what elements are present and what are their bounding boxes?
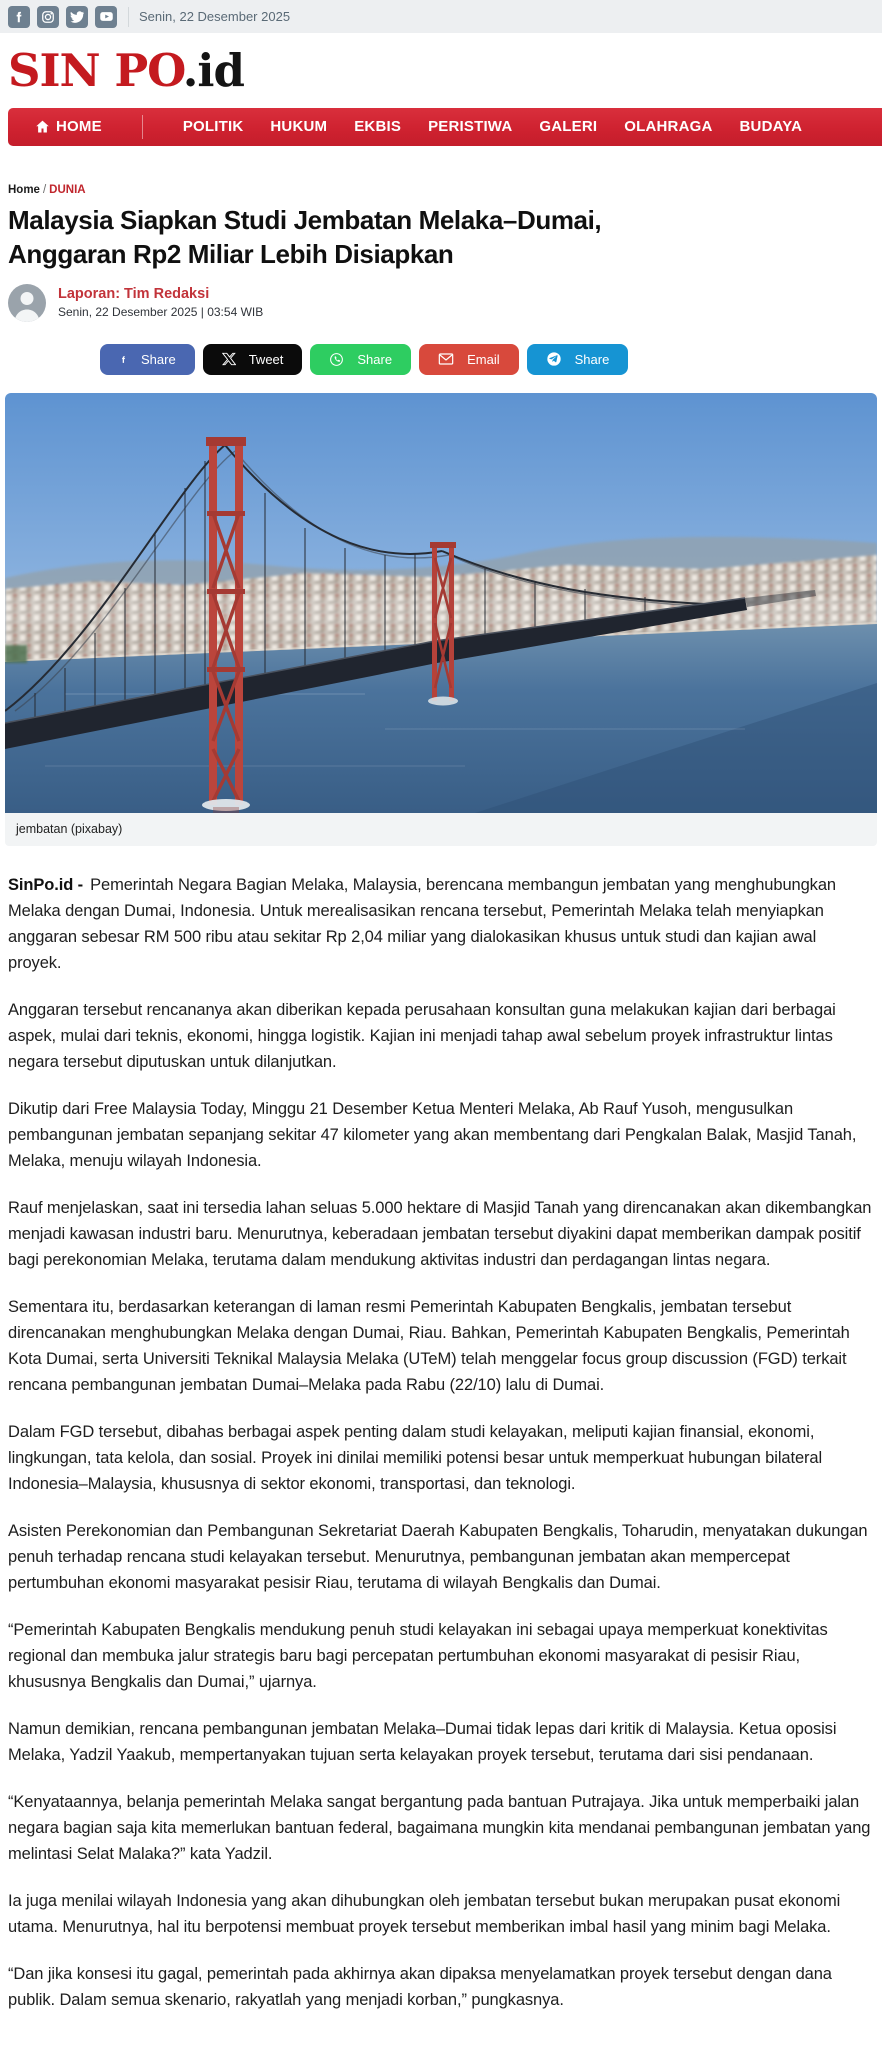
telegram-share-button[interactable] xyxy=(527,344,629,375)
facebook-icon xyxy=(119,352,128,367)
whatsapp-share-button[interactable] xyxy=(310,344,411,375)
nav-divider xyxy=(142,115,143,139)
article-paragraph: “Pemerintah Kabupaten Bengkalis mendukung penuh studi kelayakan ini sebagai upaya memperkuat konektivitas regional dan membuka jalur strategis baru bagi percepatan pertumbuhan ekonomi masyarakat di pesisir Riau, khususnya Bengkalis dan Dumai,” ujarnya. xyxy=(8,1620,828,1691)
share-button-label: Share xyxy=(574,351,610,367)
main-navigation xyxy=(8,108,882,146)
article-paragraph: Asisten Perekonomian dan Pembangunan Sekretariat Daerah Kabupaten Bengkalis, Toharudin, menyatakan dukungan penuh terhadap rencana studi kelayakan tersebut. Menurutnya, pembangunan jembatan akan mempercepat pertumbuhan ekonomi masyarakat pesisir Riau, terutama di wilayah Bengkalis dan Dumai. xyxy=(8,1521,868,1592)
top-utility-bar xyxy=(0,0,882,33)
telegram-icon xyxy=(546,351,562,367)
nav-item-budaya[interactable]: BUDAYA xyxy=(739,118,803,135)
share-button-label: Share xyxy=(141,351,176,367)
whatsapp-icon xyxy=(329,352,344,367)
article-paragraph: Namun demikian, rencana pembangunan jembatan Melaka–Dumai tidak lepas dari kritik di Malaysia. Ketua oposisi Melaka, Yadzil Yaakub, mempertanyakan tujuan serta kelayakan proyek tersebut, terutama dari sisi pendanaan. xyxy=(8,1719,837,1764)
publish-timestamp: Senin, 22 Desember 2025 | 03:54 WIB xyxy=(58,305,264,319)
article-hero-figure xyxy=(5,393,877,846)
nav-item-galeri[interactable]: GALERI xyxy=(539,118,598,135)
breadcrumb-separator: / xyxy=(42,183,47,196)
author-byline[interactable]: Laporan: Tim Redaksi xyxy=(58,286,210,302)
site-logo[interactable] xyxy=(8,46,244,96)
x-icon xyxy=(222,352,236,366)
site-logo-suffix: .id xyxy=(182,44,244,97)
facebook-icon[interactable] xyxy=(8,6,30,28)
topbar-date: Senin, 22 Desember 2025 xyxy=(139,9,291,24)
nav-item-olahraga[interactable]: OLAHRAGA xyxy=(624,118,713,135)
twitter-icon[interactable] xyxy=(66,6,88,28)
nav-item-ekbis[interactable]: EKBIS xyxy=(354,118,402,135)
breadcrumb xyxy=(8,184,874,196)
youtube-icon[interactable] xyxy=(95,6,117,28)
facebook-share-button[interactable] xyxy=(100,344,195,375)
email-icon xyxy=(438,352,454,366)
share-button-row xyxy=(100,344,874,375)
page-title: Malaysia Siapkan Studi Jembatan Melaka–Dumai, Anggaran Rp2 Miliar Lebih Disiapkan xyxy=(8,204,602,269)
nav-item-hukum[interactable]: HUKUM xyxy=(270,118,328,135)
article-body xyxy=(0,872,882,2048)
image-caption: jembatan (pixabay) xyxy=(5,813,877,846)
article-paragraph xyxy=(8,872,874,976)
article-paragraph: Rauf menjelaskan, saat ini tersedia lahan seluas 5.000 hektare di Masjid Tanah yang direncanakan akan dikembangkan menjadi kawasan industri baru. Menurutnya, keberadaan jembatan tersebut diyakini dapat memberikan dampak positif bagi perekonomian Melaka, terutama dalam mendukung aktivitas industri dan perdagangan lintas negara. xyxy=(8,1198,872,1269)
nav-item-peristiwa[interactable]: PERISTIWA xyxy=(428,118,513,135)
avatar xyxy=(8,284,46,322)
share-button-label: Share xyxy=(357,351,393,367)
author-block xyxy=(8,284,874,322)
article-paragraph: Anggaran tersebut rencananya akan diberikan kepada perusahaan konsultan guna melakukan kajian dari berbagai aspek, mulai dari teknis, ekonomi, hingga logistik. Kajian ini menjadi tahap awal sebelum proyek infrastruktur lintas negara tersebut diputuskan untuk dilanjutkan. xyxy=(8,1000,836,1071)
breadcrumb-section-link[interactable]: DUNIA xyxy=(49,183,86,196)
article-paragraph: “Kenyataannya, belanja pemerintah Melaka sangat bergantung pada bantuan Putrajaya. Jika untuk memperbaiki jalan negara bagian saja kita memerlukan bantuan federal, bagaimana mungkin kita mendanai pembangunan jembatan yang melintasi Selat Malaka?” kata Yadzil. xyxy=(8,1792,871,1863)
share-button-label: Email xyxy=(467,351,500,367)
article-paragraph: “Dan jika konsesi itu gagal, pemerintah pada akhirnya akan dipaksa menyelamatkan proyek tersebut dengan dana publik. Dalam semua skenario, rakyatlah yang menjadi korban,” pungkasnya. xyxy=(8,1964,832,2009)
article-paragraph: Sementara itu, berdasarkan keterangan di laman resmi Pemerintah Kabupaten Bengkalis, jembatan tersebut direncanakan menghubungkan Melaka dengan Dumai, Riau. Bahkan, Pemerintah Kabupaten Bengkalis, Pemerintah Kota Dumai, serta Universiti Teknikal Malaysia Melaka (UTeM) telah menggelar focus group discussion (FGD) terkait rencana pembangunan jembatan Dumai–Melaka pada Rabu (22/10) lalu di Dumai. xyxy=(8,1297,850,1394)
tweet-share-button[interactable] xyxy=(203,344,303,375)
home-icon xyxy=(35,119,50,134)
article-paragraph: Ia juga menilai wilayah Indonesia yang akan dihubungkan oleh jembatan tersebut bukan merupakan pusat ekonomi utama. Menurutnya, hal itu berpotensi membuat proyek tersebut memberikan imbal hasil yang minim bagi Melaka. xyxy=(8,1891,841,1936)
paragraph-text: Pemerintah Negara Bagian Melaka, Malaysia, berencana membangun jembatan yang menghubungkan Melaka dengan Dumai, Indonesia. Untuk merealisasikan rencana tersebut, Pemerintah Melaka telah menyiapkan anggaran sebesar RM 500 ribu atau sekitar Rp 2,04 miliar yang dialokasikan khusus untuk studi dan kajian awal proyek. xyxy=(8,875,836,972)
article-paragraph: Dikutip dari Free Malaysia Today, Minggu 21 Desember Ketua Menteri Melaka, Ab Rauf Yusoh, mengusulkan pembangunan jembatan sepanjang sekitar 47 kilometer yang akan membentang dari Pengkalan Balak, Masjid Tanah, Melaka, menuju wilayah Indonesia. xyxy=(8,1099,857,1170)
nav-item-home[interactable] xyxy=(35,118,102,135)
nav-item-label: HOME xyxy=(56,118,102,135)
share-button-label: Tweet xyxy=(248,351,284,367)
site-logo-primary: SIN PO xyxy=(8,44,183,97)
topbar-divider xyxy=(128,7,129,27)
article-paragraph: Dalam FGD tersebut, dibahas berbagai aspek penting dalam studi kelayakan, meliputi kajian finansial, ekonomi, lingkungan, tata kelola, dan sosial. Proyek ini dinilai memiliki potensi besar untuk memperkuat hubungan bilateral Indonesia–Malaysia, khususnya di sektor ekonomi, transportasi, dan teknologi. xyxy=(8,1422,823,1493)
email-share-button[interactable] xyxy=(419,344,519,375)
site-header xyxy=(0,33,882,108)
article-hero-image xyxy=(5,393,877,813)
instagram-icon[interactable] xyxy=(37,6,59,28)
breadcrumb-home-link[interactable]: Home xyxy=(8,183,40,196)
nav-item-politik[interactable]: POLITIK xyxy=(182,118,244,135)
lead-prefix: SinPo.id - xyxy=(8,875,84,894)
